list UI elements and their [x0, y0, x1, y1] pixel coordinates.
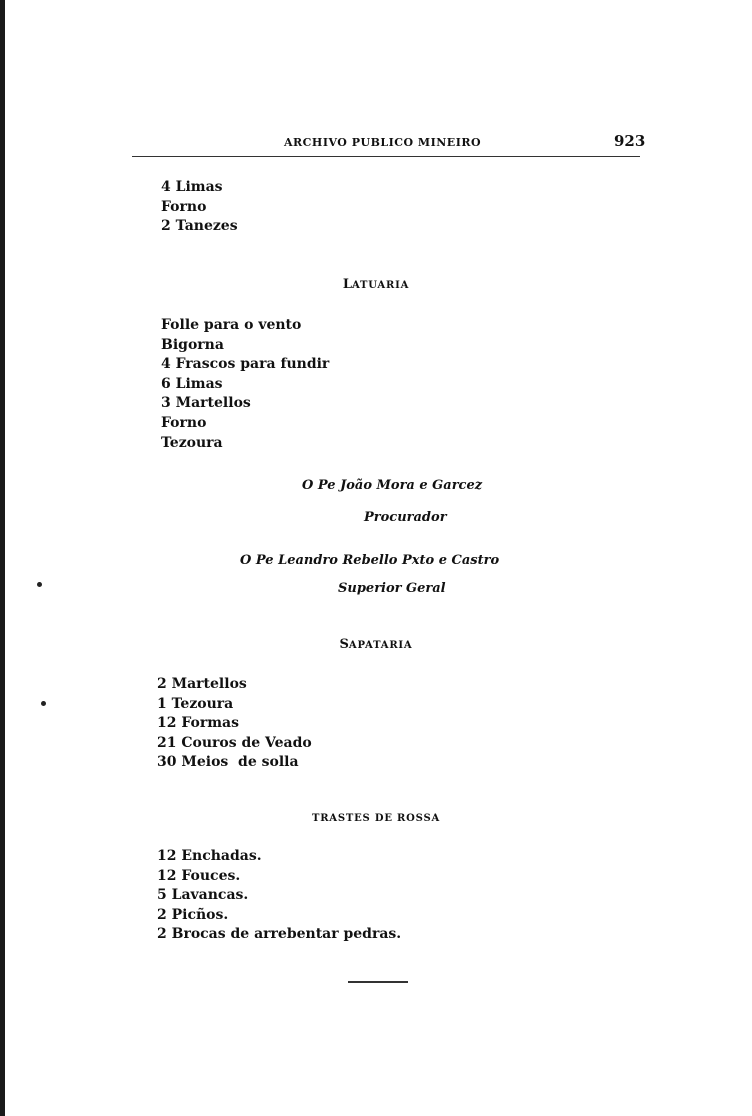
list-item: 2 Tanezes — [161, 218, 238, 235]
list-item: 21 Couros de Veado — [157, 734, 312, 751]
trastes-list — [157, 847, 401, 945]
list-item: 12 Formas — [157, 715, 240, 732]
header-rule — [132, 156, 640, 157]
sapataria-list — [157, 675, 312, 773]
list-item: 1 Tezoura — [157, 695, 234, 712]
list-item: Folle para o vento — [161, 317, 302, 333]
section-title-latuaria — [0, 273, 752, 292]
list-item: 2 Picños. — [157, 906, 229, 923]
list-item: Forno — [161, 198, 207, 215]
list-item: 4 Frascos para fundir — [161, 356, 330, 373]
section-title-sapataria — [0, 633, 752, 652]
list-item: Tezoura — [161, 434, 223, 451]
list-item: 30 Meios de solla — [157, 754, 299, 771]
section-title-trastes — [0, 806, 752, 825]
page-number: 923 — [614, 132, 646, 150]
list-item: Bigorna — [161, 336, 224, 353]
list-item: 6 Limas — [161, 375, 223, 392]
superior-title: Superior Geral — [338, 581, 446, 596]
superior-name: O Pe Leandro Rebello Pxto e Castro — [240, 553, 500, 568]
list-item: 12 Enchadas. — [157, 848, 262, 864]
top-list — [161, 178, 238, 237]
list-item: 2 Brocas de arrebentar pedras. — [157, 926, 402, 943]
section-title-rest: APATARIA — [348, 640, 413, 651]
procurador-name: O Pe João Mora e Garcez — [302, 478, 483, 493]
list-item: Forno — [161, 414, 207, 431]
list-item: 12 Fouces. — [157, 867, 241, 884]
list-item: 2 Martellos — [157, 676, 247, 692]
list-item: 5 Lavancas. — [157, 887, 249, 904]
margin-mark — [37, 582, 42, 587]
margin-mark — [41, 701, 46, 706]
procurador-title: Procurador — [364, 510, 447, 525]
list-item: 3 Martellos — [161, 395, 251, 412]
section-title-rest: ATUARIA — [351, 280, 410, 291]
section-title-text: TRASTES DE ROSSA — [311, 813, 441, 824]
scan-left-edge — [0, 0, 5, 1116]
list-item: 4 Limas — [161, 179, 223, 195]
end-rule — [348, 981, 408, 983]
latuaria-list — [161, 316, 329, 453]
section-title-initial: L — [342, 277, 352, 292]
section-title-initial: S — [339, 637, 349, 652]
running-header: ARCHIVO PUBLICO MINEIRO — [284, 136, 482, 149]
